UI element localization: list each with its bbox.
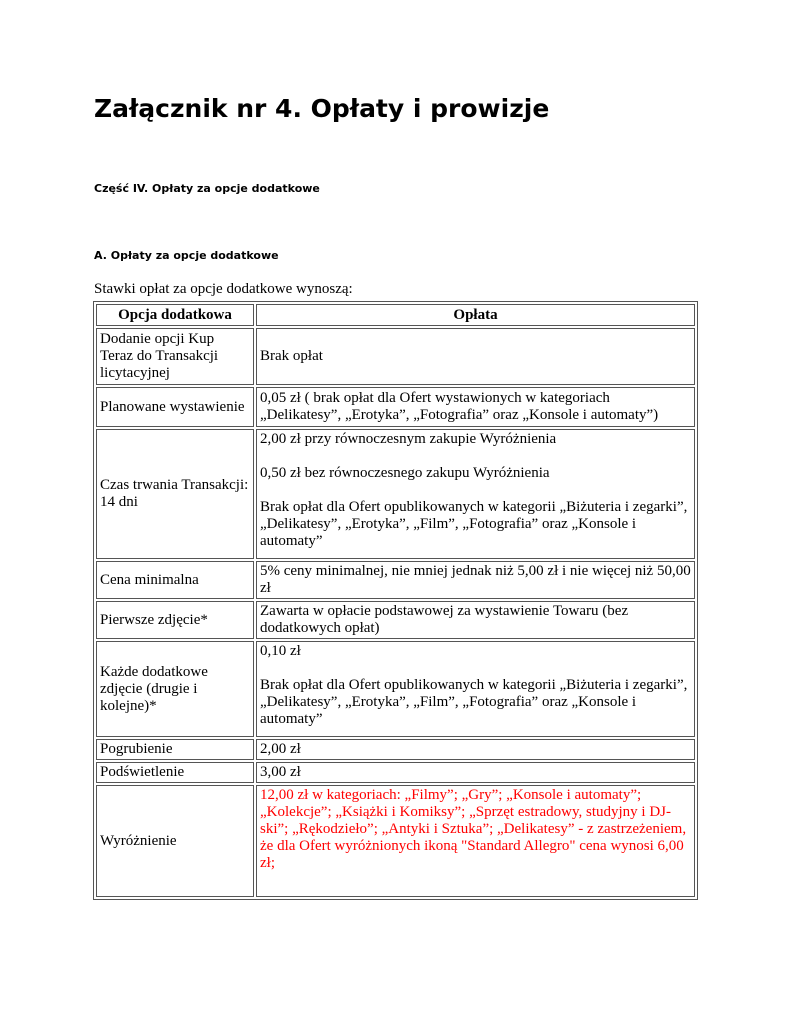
fee-cell <box>256 328 695 385</box>
option-cell: Pierwsze zdjęcie* <box>96 601 254 639</box>
fee-line: 2,00 zł przy równoczesnym zakupie Wyróżnienia <box>260 431 557 447</box>
fee-cell <box>256 561 695 599</box>
fee-cell <box>256 785 695 897</box>
fee-line: Zawarta w opłacie podstawowej za wystawienie Towaru (bez dodatkowych opłat) <box>260 603 629 636</box>
part-heading: Część IV. Opłaty za opcje dodatkowe <box>94 182 320 195</box>
table-row <box>96 762 695 783</box>
option-cell: Wyróżnienie <box>96 785 254 897</box>
fee-cell <box>256 429 695 559</box>
table-header-row <box>96 304 695 326</box>
fee-cell <box>256 739 695 760</box>
fee-line: 0,50 zł bez równoczesnego zakupu Wyróżnienia <box>260 465 550 481</box>
fee-cell <box>256 387 695 427</box>
fee-line: 2,00 zł <box>260 741 301 757</box>
fee-line: Brak opłat dla Ofert opublikowanych w kategorii „Biżuteria i zegarki”, „Delikatesy”, „Erotyka”, „Film”, „Fotografia” oraz „Konsole i automaty” <box>260 677 688 727</box>
fees-table <box>93 301 698 900</box>
option-cell: Czas trwania Transakcji: 14 dni <box>96 429 254 559</box>
table-row <box>96 328 695 385</box>
option-cell: Pogrubienie <box>96 739 254 760</box>
fee-line: 5% ceny minimalnej, nie mniej jednak niż 5,00 zł i nie więcej niż 50,00 zł <box>260 563 691 596</box>
table-row <box>96 785 695 897</box>
fee-line: 3,00 zł <box>260 764 301 780</box>
fee-cell <box>256 762 695 783</box>
option-cell: Cena minimalna <box>96 561 254 599</box>
table-row <box>96 641 695 737</box>
option-cell: Dodanie opcji Kup Teraz do Transakcji licytacyjnej <box>96 328 254 385</box>
table-row <box>96 561 695 599</box>
column-header-option: Opcja dodatkowa <box>96 304 254 326</box>
fee-line: Brak opłat <box>260 348 323 364</box>
table-row <box>96 739 695 760</box>
option-cell: Podświetlenie <box>96 762 254 783</box>
column-header-fee: Opłata <box>256 304 695 326</box>
section-heading: A. Opłaty za opcje dodatkowe <box>94 249 279 262</box>
table-row <box>96 429 695 559</box>
intro-text: Stawki opłat za opcje dodatkowe wynoszą: <box>94 281 353 297</box>
page-title: Załącznik nr 4. Opłaty i prowizje <box>94 94 550 123</box>
table-row <box>96 387 695 427</box>
fee-line: 0,10 zł <box>260 643 301 659</box>
fee-cell <box>256 601 695 639</box>
option-cell: Każde dodatkowe zdjęcie (drugie i kolejne)* <box>96 641 254 737</box>
fee-line: 0,05 zł ( brak opłat dla Ofert wystawionych w kategoriach „Delikatesy”, „Erotyka”, „Fotografia” oraz „Konsole i automaty”) <box>260 390 659 423</box>
fee-line: Brak opłat dla Ofert opublikowanych w kategorii „Biżuteria i zegarki”, „Delikatesy”, „Erotyka”, „Film”, „Fotografia” oraz „Konsole i automaty” <box>260 499 688 549</box>
table-row <box>96 601 695 639</box>
fee-cell <box>256 641 695 737</box>
fee-line-highlighted: 12,00 zł w kategoriach: „Filmy”; „Gry”; „Konsole i automaty”; „Kolekcje”; „Książki i Komiksy”; „Sprzęt estradowy, studyjny i DJ-ski”; „Rękodzieło”; „Antyki i Sztuka”; „Delikatesy” - z zastrzeżeniem, że dla Ofert wyróżnionych ikoną "Standard Allegro" cena wynosi 6,00 zł; <box>260 787 687 871</box>
option-cell: Planowane wystawienie <box>96 387 254 427</box>
